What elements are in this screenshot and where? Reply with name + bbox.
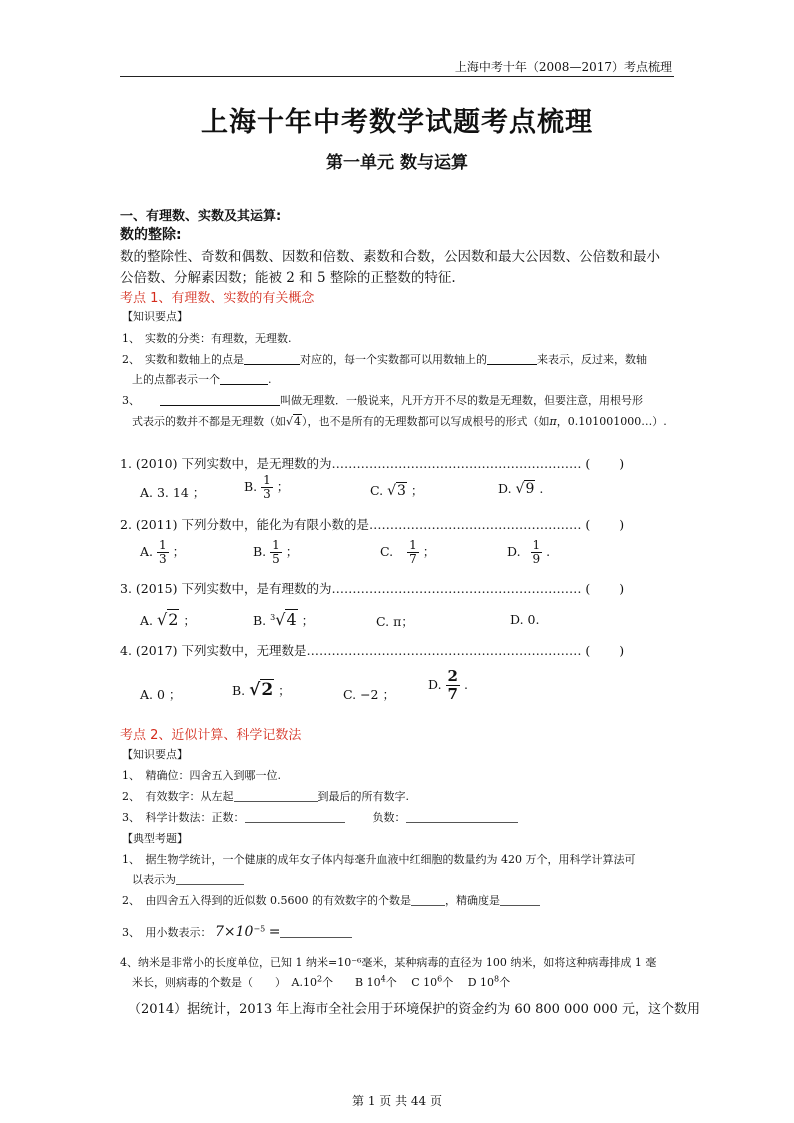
typical-item-4-cont: 米长，则病毒的个数是（ ） $A.10^2$个 B $10^4$个 C $10^6$个 D $10^8$个: [132, 974, 511, 989]
fill-blank: [411, 893, 445, 906]
typical-item-2: 2、 由四舍五入得到的近似数 0.5600 的有效数字的个数是 ，精确度是: [122, 892, 540, 908]
question-1-stem: 1. (2010) 下列实数中，是无理数的为…………………………………………………… ( ): [120, 456, 625, 471]
page-footer: 第 1 页 共 44 页: [352, 1094, 442, 1108]
fill-blank: [245, 810, 345, 823]
q2-option-d: D. $\frac{1}{9}$ .: [507, 538, 551, 566]
q3-option-d: D. 0.: [510, 612, 540, 627]
knowledge-label: 【知识要点】: [122, 748, 188, 761]
unit-title: 第一单元 数与运算: [326, 153, 468, 173]
page-title: 上海十年中考数学试题考点梳理: [201, 107, 593, 138]
question-2-stem: 2. (2011) 下列分数中，能化为有限小数的是…………………………………………… ( ): [120, 517, 625, 532]
knowledge-item-3: 叫做无理数．一般说来，凡开方开不尽的数是无理数，但要注意，用根号形: [160, 392, 643, 408]
question-3-stem: 3. (2015) 下列实数中，是有理数的为…………………………………………………… ( ): [120, 581, 625, 596]
q1-option-c: C. √3 ；: [370, 483, 424, 499]
fill-blank: [500, 893, 540, 906]
question-2014: （2014）据统计，2013 年上海市全社会用于环境保护的资金约为 60 800 000 000 元，这个数用: [128, 1002, 700, 1017]
q2-option-b: B. $\frac{1}{5}$ ；: [253, 538, 299, 566]
knowledge-item-2-cont: 上的点都表示一个 .: [132, 373, 272, 386]
typical-item-4: 4、纳米是非常小的长度单位，已知 1 纳米=10⁻⁶毫米，某种病毒的直径为 100 纳米，如将这种病毒排成 1 毫: [120, 956, 657, 969]
q1-option-b: B. $\frac{1}{3}$ ；: [244, 473, 290, 501]
knowledge-item-1: 实数的分类：有理数，无理数.: [145, 332, 292, 345]
fill-blank: [406, 810, 518, 823]
knowledge-item-3: 3、 科学计数法：正数： 负数：: [122, 809, 518, 825]
fill-blank: [176, 872, 244, 885]
knowledge-item-3-cont: 式表示的数并不都是无理数（如√4），也不是所有的无理数都可以写成根号的形式（如π，0.101001000…）.: [132, 415, 667, 428]
page-header: 上海中考十年（2008—2017）考点梳理: [454, 60, 672, 74]
question-4-stem: 4. (2017) 下列实数中，无理数是………………………………………………………… ( ): [120, 643, 625, 658]
q2-option-c: C. $\frac{1}{7}$ ；: [380, 538, 436, 566]
paragraph-line: 数的整除性、奇数和偶数、因数和倍数、素数和合数，公因数和最大公因数、公倍数和最小: [120, 249, 660, 265]
typical-label: 【典型考题】: [122, 832, 188, 845]
typical-item-3: 3、 用小数表示： $7\times 10^{-5}$ =: [122, 924, 352, 940]
knowledge-item-num: 3、: [122, 394, 140, 407]
paragraph-line: 公倍数、分解素因数；能被 2 和 5 整除的正整数的特征.: [120, 270, 456, 286]
typical-item-1: 1、 据生物学统计，一个健康的成年女子体内每毫升血液中红细胞的数量约为 420 万个，用科学计算法可: [122, 853, 636, 866]
fill-blank: [280, 925, 352, 938]
typical-item-1-cont: 以表示为: [132, 871, 244, 887]
q4-option-c: C. −2 ；: [343, 687, 395, 702]
fill-blank: [487, 352, 537, 365]
knowledge-label: 【知识要点】: [122, 310, 188, 323]
fill-blank: [220, 372, 268, 385]
kaodian-1-title: 考点 1、有理数、实数的有关概念: [120, 291, 315, 306]
knowledge-item-num: 2、: [122, 353, 140, 366]
section-heading: 一、有理数、实数及其运算:: [120, 209, 282, 224]
knowledge-item-2: 2、 有效数字：从左起 到最后的所有数字.: [122, 790, 409, 803]
q2-option-a: A. $\frac{1}{3}$ ；: [140, 538, 186, 566]
fill-blank: [160, 393, 280, 406]
knowledge-item-num: 1、: [122, 332, 140, 345]
q3-option-a: A. √2 ；: [140, 610, 196, 629]
q4-option-d: D. $\frac{2}{7}$ .: [428, 667, 468, 703]
q3-option-c: C. π；: [376, 614, 414, 629]
knowledge-item-1: 1、 精确位：四舍五入到哪一位.: [122, 769, 281, 782]
subsection-heading: 数的整除:: [120, 227, 182, 243]
header-rule: [120, 76, 674, 77]
q4-option-b: B. √2 ；: [232, 680, 291, 700]
q4-option-a: A. 0 ；: [140, 687, 182, 702]
kaodian-2-title: 考点 2、近似计算、科学记数法: [120, 728, 302, 743]
fill-blank: [234, 789, 318, 802]
knowledge-item-2: 实数和数轴上的点是 对应的，每一个实数都可以用数轴上的 来表示，反过来，数轴: [145, 353, 647, 366]
q1-option-a: A. 3. 14 ；: [140, 485, 206, 500]
q1-option-d: D. √9 .: [498, 481, 544, 497]
q3-option-b: B. $^3$√4 ；: [253, 610, 315, 629]
fill-blank: [244, 352, 300, 365]
